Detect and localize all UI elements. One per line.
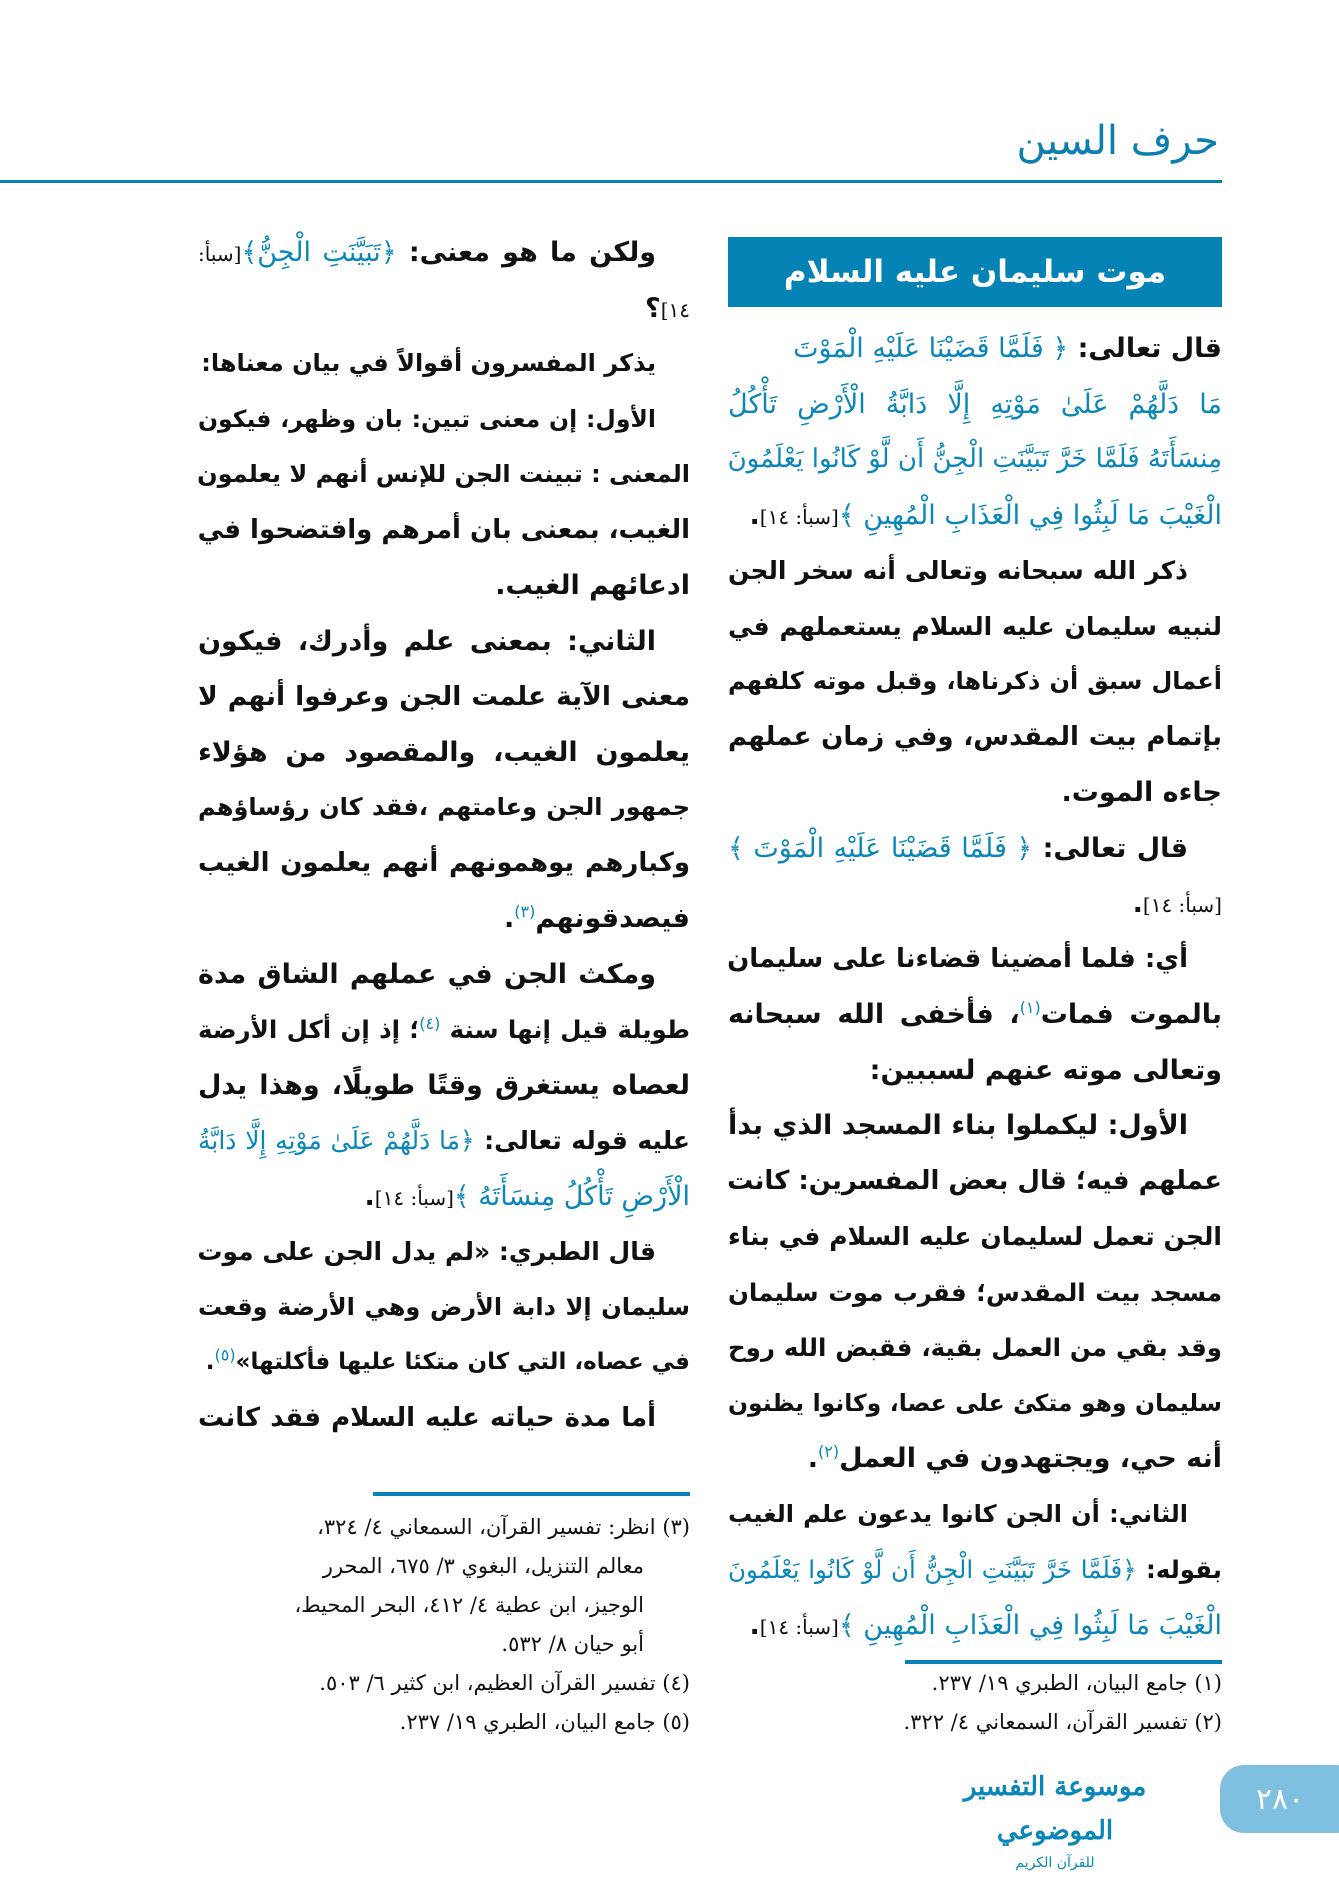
text-line — [198, 447, 690, 503]
text-line — [728, 1320, 1222, 1376]
text-line — [728, 1487, 1222, 1543]
body-text: ؟ — [645, 292, 661, 324]
footnote-separator — [373, 1492, 690, 1496]
text-line — [198, 614, 690, 670]
body-text: أي: فلما أمضينا قضاءنا على سليمان — [727, 943, 1188, 974]
body-text: قال تعالى: — [1032, 832, 1188, 864]
footnote: (١) جامع البيان، الطبري ١٩/ ٢٣٧. — [931, 1671, 1222, 1695]
body-text: بإتمام بيت المقدس، وفي زمان عملهم — [728, 721, 1222, 752]
body-text: لنبيه سليمان عليه السلام يستعملهم في — [728, 611, 1222, 641]
page-number-badge — [1220, 1765, 1339, 1833]
body-text: قال الطبري: «لم يدل الجن على موت — [197, 1237, 656, 1266]
verse-reference: [سبأ: ١٤] — [759, 1614, 839, 1639]
body-text: ؛ إذ إن أكل الأرضة — [198, 1015, 420, 1044]
text-line — [198, 392, 690, 448]
quran-verse: ﴿ فَلَمَّا قَضَيْنَا عَلَيْهِ الْمَوْتَ ﴾ — [728, 832, 1033, 864]
section-title-bar — [728, 237, 1222, 307]
body-text: ذكر الله سبحانه وتعالى أنه سخر الجن — [728, 556, 1188, 585]
text-line — [198, 1335, 690, 1391]
body-text: . — [749, 499, 760, 531]
body-text: جاءه الموت. — [1061, 777, 1222, 808]
text-line — [728, 1542, 1222, 1598]
body-text: معنى الآية علمت الجن وعرفوا أنهم لا — [198, 681, 690, 712]
quran-verse: الْغَيْبَ مَا لَبِثُوا فِي الْعَذَابِ الْمُهِينِ ﴾ — [838, 1609, 1222, 1641]
right-footnotes — [728, 1664, 1222, 1742]
body-text: المعنى : تبينت الجن للإنس أنهم لا يعلمون — [197, 460, 690, 488]
text-line — [728, 1043, 1222, 1099]
quran-verse: الْغَيْبَ مَا لَبِثُوا فِي الْعَذَابِ الْمُهِينِ ﴾ — [838, 499, 1222, 531]
body-text: أعمال سبق أن ذكرناها، وقبل موته كلفهم — [728, 667, 1222, 695]
footnote-marker[interactable]: (١) — [1019, 998, 1041, 1017]
verse-reference: [سبأ: ١٤] — [374, 1185, 454, 1210]
body-text: فيصدقونهم — [535, 903, 690, 934]
text-line — [728, 1154, 1222, 1210]
body-text: وقد بقي من العمل بقية، فقبض الله روح — [728, 1333, 1222, 1362]
body-text: سليمان وهو متكئ على عصا، وكانوا يظنون — [728, 1388, 1222, 1417]
text-line — [728, 488, 1222, 544]
text-line — [728, 599, 1222, 655]
body-text: . — [807, 1443, 819, 1474]
header-divider — [0, 180, 1222, 183]
left-column-text — [198, 225, 690, 1446]
page-number: ٢٨٠ — [1255, 1781, 1305, 1817]
text-line — [198, 1224, 690, 1280]
text-line — [728, 710, 1222, 766]
text-line — [728, 321, 1222, 377]
footnote-marker[interactable]: (٥) — [214, 1345, 236, 1365]
quran-verse: ﴿تَبَيَّنَتِ الْجِنُّ﴾ — [241, 237, 397, 268]
text-line — [198, 558, 690, 614]
body-text: مسجد بيت المقدس؛ فقرب موت سليمان — [728, 1277, 1222, 1307]
text-line — [728, 1376, 1222, 1432]
verse-reference: ١٤] — [660, 297, 690, 322]
text-line — [728, 1431, 1222, 1487]
left-footnotes — [198, 1508, 690, 1742]
footnote: معالم التنزيل، البغوي ٣/ ٦٧٥، المحرر — [322, 1554, 644, 1578]
footnote-marker[interactable]: (٣) — [514, 902, 536, 921]
section-header-title: حرف السين — [1016, 118, 1219, 164]
body-text: وكبارهم يوهمونهم أنهم يعلمون الغيب — [198, 847, 690, 878]
quran-verse: ﴿مَا دَلَّهُمْ عَلَىٰ مَوْتِهِ إِلَّا دَابَّةُ — [198, 1126, 475, 1155]
text-line — [198, 1391, 690, 1447]
body-text: . — [364, 1180, 375, 1212]
body-text: الثاني: أن الجن كانوا يدعون علم الغيب — [728, 1499, 1188, 1528]
body-text: ، فأخفى الله سبحانه — [728, 999, 1020, 1030]
text-line — [728, 932, 1222, 988]
text-line — [198, 947, 690, 1003]
logo-title: موسوعة التفسير الموضوعي — [963, 1772, 1147, 1846]
body-text: طويلة قيل إنها سنة — [440, 1015, 690, 1044]
text-line — [198, 1058, 690, 1114]
body-text: ومكث الجن في عملهم الشاق مدة — [198, 958, 656, 990]
verse-reference: [سبأ: ١٤] — [759, 504, 839, 529]
text-line — [728, 432, 1222, 488]
text-line — [728, 543, 1222, 599]
text-line — [198, 891, 690, 947]
text-line — [198, 1002, 690, 1058]
text-line — [198, 836, 690, 892]
body-text: عملهم فيه؛ قال بعض المفسرين: كانت — [727, 1165, 1222, 1196]
body-text: الأول: إن معنى تبين: بان وظهر، فيكون — [198, 404, 656, 433]
body-text: . — [749, 1609, 760, 1641]
footnote: (٥) جامع البيان، الطبري ١٩/ ٢٣٧. — [399, 1710, 690, 1734]
quran-verse: ﴿ فَلَمَّا قَضَيْنَا عَلَيْهِ الْمَوْتَ — [793, 333, 1069, 364]
text-line — [198, 281, 690, 337]
footnote-marker[interactable]: (٤) — [419, 1013, 441, 1033]
text-line — [198, 1169, 690, 1225]
text-line — [728, 987, 1222, 1043]
text-line — [728, 765, 1222, 821]
body-text: الغيب، بمعنى بان أمرهم وافتضحوا في — [197, 514, 690, 545]
footnote: الوجيز، ابن عطية ٤/ ٤١٢، البحر المحيط، — [294, 1593, 644, 1617]
quran-verse: ﴿فَلَمَّا خَرَّ تَبَيَّنَتِ الْجِنُّ أَن لَّوْ كَانُوا يَعْلَمُونَ — [728, 1555, 1137, 1584]
body-text: أنه حي، ويجتهدون في العمل — [839, 1443, 1222, 1474]
footnote: (٣) انظر: تفسير القرآن، السمعاني ٤/ ٣٢٤، — [317, 1515, 690, 1539]
body-text: في عصاه، التي كان متكئا عليها فأكلتها» — [235, 1349, 690, 1375]
footnote: أبو حيان ٨/ ٥٣٢. — [501, 1632, 644, 1656]
text-line — [728, 1098, 1222, 1154]
logo-subtitle: للقرآن الكريم — [1015, 1855, 1095, 1871]
body-text: جمهور الجن وعامتهم ،فقد كان رؤساؤهم — [198, 793, 690, 821]
body-text: قال تعالى: — [1068, 333, 1222, 364]
text-line — [198, 1113, 690, 1169]
body-text: سليمان إلا دابة الأرض وهي الأرضة وقعت — [198, 1292, 690, 1321]
right-column-text — [728, 321, 1222, 1653]
text-line — [198, 336, 690, 392]
body-text: لعصاه يستغرق وقتًا طويلًا، وهذا يدل — [198, 1069, 690, 1101]
text-line — [728, 1598, 1222, 1654]
section-title: موت سليمان عليه السلام — [783, 254, 1167, 290]
text-line — [198, 1280, 690, 1336]
body-text: يعلمون الغيب، والمقصود من هؤلاء — [198, 736, 690, 768]
text-line — [198, 725, 690, 781]
body-text: أما مدة حياته عليه السلام فقد كانت — [198, 1402, 656, 1433]
quran-verse: مِنسَأَتَهُ فَلَمَّا خَرَّ تَبَيَّنَتِ الْجِنُّ أَن لَّوْ كَانُوا يَعْلَمُونَ — [727, 444, 1222, 474]
body-text: الثاني: بمعنى علم وأدرك، فيكون — [198, 625, 656, 657]
text-line — [198, 669, 690, 725]
body-text: . — [1132, 888, 1143, 919]
text-line — [198, 503, 690, 559]
body-text: وتعالى موته عنهم لسببين: — [869, 1054, 1222, 1086]
body-text: ادعائهم الغيب. — [495, 570, 690, 601]
text-line — [198, 780, 690, 836]
body-text: عليه قوله تعالى: — [474, 1126, 690, 1155]
text-line — [728, 821, 1222, 877]
footnote: (٤) تفسير القرآن العظيم، ابن كثير ٦/ ٥٠٣. — [319, 1671, 690, 1695]
body-text: ولكن ما هو معنى: — [396, 237, 656, 268]
verse-reference: [سبأ: — [198, 242, 242, 266]
body-text: بقوله: — [1136, 1555, 1222, 1584]
text-line — [728, 654, 1222, 710]
body-text: يذكر المفسرون أقوالاً في بيان معناها: — [201, 349, 656, 377]
encyclopedia-logo — [930, 1765, 1180, 1871]
text-line — [728, 1265, 1222, 1321]
body-text: . — [205, 1349, 215, 1375]
text-line — [728, 1209, 1222, 1265]
footnote-marker[interactable]: (٢) — [818, 1442, 840, 1461]
verse-reference: [سبأ: ١٤] — [1142, 893, 1222, 917]
body-text: . — [503, 903, 515, 934]
body-text: الجن تعمل لسليمان عليه السلام في بناء — [728, 1222, 1222, 1251]
body-text: الأول: ليكملوا بناء المسجد الذي بدأ — [728, 1110, 1188, 1141]
text-line — [728, 377, 1222, 433]
quran-verse: الْأَرْضِ تَأْكُلُ مِنسَأَتَهُ ﴾ — [453, 1180, 690, 1212]
quran-verse: مَا دَلَّهُمْ عَلَىٰ مَوْتِهِ إِلَّا دَابَّةُ الْأَرْضِ تَأْكُلُ — [728, 388, 1222, 420]
body-text: بالموت فمات — [1040, 999, 1223, 1030]
text-line — [728, 876, 1222, 932]
text-line — [198, 225, 690, 281]
footnote: (٢) تفسير القرآن، السمعاني ٤/ ٣٢٢. — [903, 1710, 1222, 1734]
